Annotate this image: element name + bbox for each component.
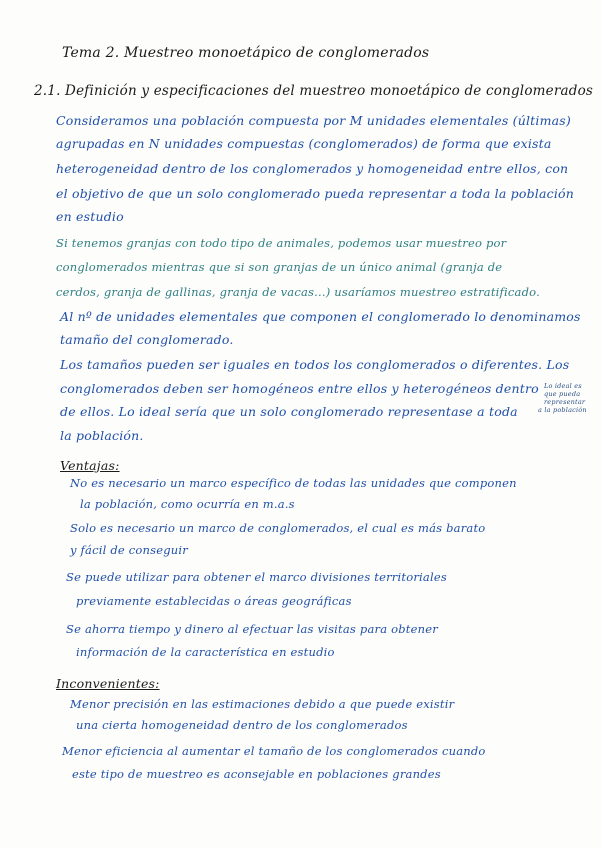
inconveniente-1-line-2: una cierta homogeneidad dentro de los conglomerados (76, 718, 408, 732)
ventaja-1-line-1: No es necesario un marco específico de todas las unidades que componen (70, 476, 517, 490)
size-line-1: Al nº de unidades elementales que componen el conglomerado lo denominamos (60, 309, 581, 324)
sizes-line-2: conglomerados deben ser homogéneos entre ellos y heterogéneos dentro (60, 381, 539, 396)
section-heading: 2.1. Definición y especificaciones del muestreo monoetápico de conglomerados (34, 83, 594, 99)
ventaja-1-line-2: la población, como ocurría en m.a.s (80, 497, 295, 511)
inconveniente-1-line-1: Menor precisión en las estimaciones debido a que puede existir (70, 697, 455, 711)
definition-line-1: Consideramos una población compuesta por M unidades elementales (últimas) (56, 113, 571, 128)
side-note-1: Lo ideal es (544, 382, 582, 390)
example-line-2: conglomerados mientras que si son granjas de un único animal (granja de (56, 260, 503, 274)
side-note-2: que pueda (544, 390, 581, 398)
definition-line-3: heterogeneidad dentro de los conglomerados y homogeneidad entre ellos, con (56, 161, 569, 176)
ventaja-3-line-2: previamente establecidas o áreas geográficas (76, 594, 352, 608)
example-line-3: cerdos, granja de gallinas, granja de vacas...) usaríamos muestreo estratificado. (56, 285, 540, 299)
size-line-2: tamaño del conglomerado. (60, 332, 234, 347)
ventaja-4-line-1: Se ahorra tiempo y dinero al efectuar las visitas para obtener (66, 622, 438, 636)
sizes-line-4: la población. (60, 428, 144, 443)
ventaja-3-line-1: Se puede utilizar para obtener el marco divisiones territoriales (66, 570, 447, 584)
ventajas-heading: Ventajas: (60, 458, 120, 473)
definition-line-5: en estudio (56, 209, 124, 224)
ventaja-2-line-1: Solo es necesario un marco de conglomerados, el cual es más barato (70, 521, 486, 535)
side-note-4: a la población (538, 406, 587, 414)
inconveniente-2-line-1: Menor eficiencia al aumentar el tamaño de los conglomerados cuando (62, 744, 486, 758)
ventaja-2-line-2: y fácil de conseguir (70, 543, 188, 557)
side-note-3: representar (544, 398, 586, 406)
inconvenientes-heading: Inconvenientes: (56, 676, 160, 691)
page-title: Tema 2. Muestreo monoetápico de conglomerados (62, 45, 430, 61)
sizes-line-1: Los tamaños pueden ser iguales en todos los conglomerados o diferentes. Los (60, 357, 570, 372)
definition-line-4: el objetivo de que un solo conglomerado pueda representar a toda la población (56, 186, 575, 201)
inconveniente-2-line-2: este tipo de muestreo es aconsejable en poblaciones grandes (72, 767, 441, 781)
sizes-line-3: de ellos. Lo ideal sería que un solo conglomerado representase a toda (60, 404, 518, 419)
example-line-1: Si tenemos granjas con todo tipo de animales, podemos usar muestreo por (56, 236, 507, 250)
definition-line-2: agrupadas en N unidades compuestas (conglomerados) de forma que exista (56, 136, 552, 151)
ventaja-4-line-2: información de la característica en estudio (76, 645, 335, 659)
